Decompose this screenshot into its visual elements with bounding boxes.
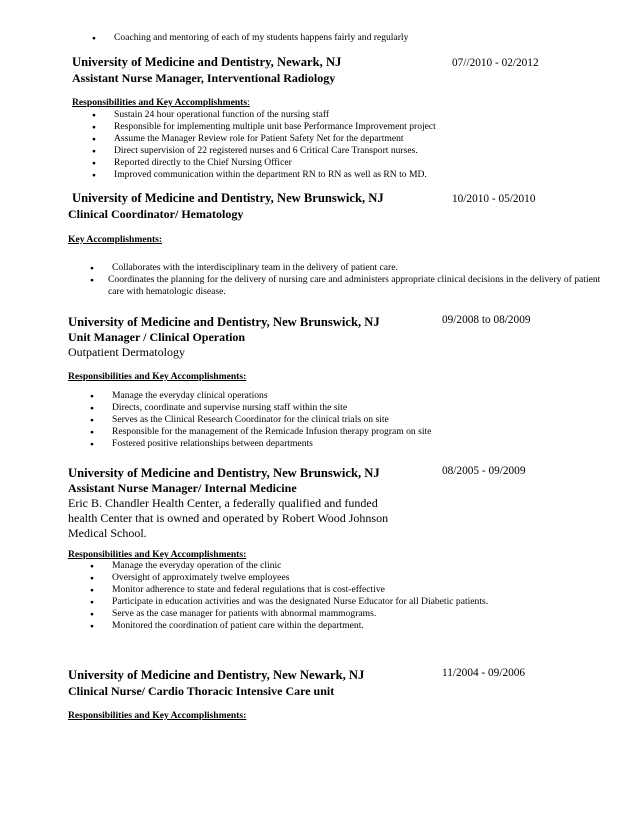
list-item: ● Sustain 24 hour operational function of the nursing staff <box>92 109 436 121</box>
list-item: ● Oversight of approximately twelve employees <box>90 572 488 584</box>
job-subtitle: Outpatient Dermatology <box>68 345 185 359</box>
list-item: ● Coaching and mentoring of each of my students happens fairly and regularly <box>92 32 408 44</box>
list-item: ● Direct supervision of 22 registered nurses and 6 Critical Care Transport nurses. <box>92 145 436 157</box>
list-item: ● Responsible for the management of the Remicade Infusion therapy program on site <box>90 426 431 438</box>
list-item: ● Monitor adherence to state and federal regulations that is cost-effective <box>90 584 488 596</box>
job-org: University of Medicine and Dentistry, New Brunswick, NJ <box>68 315 380 329</box>
job-dates: 09/2008 to 08/2009 <box>442 314 531 326</box>
list-item: ● Serve as the case manager for patients with abnormal mammograms. <box>90 608 488 620</box>
section-heading: Responsibilities and Key Accomplishments: <box>68 549 247 560</box>
job-org: University of Medicine and Dentistry, New Brunswick, NJ <box>68 466 380 480</box>
bullet-list <box>90 560 488 632</box>
job-dates: 10/2010 - 05/2010 <box>452 193 536 205</box>
list-item: ● Collaborates with the interdisciplinary team in the delivery of patient care. <box>90 262 604 274</box>
list-item: ● Responsible for implementing multiple unit base Performance Improvement project <box>92 121 436 133</box>
job-title: Clinical Coordinator/ Hematology <box>68 207 244 221</box>
job-org: University of Medicine and Dentistry, New Brunswick, NJ <box>72 191 384 205</box>
section-heading: Responsibilities and Key Accomplishments: <box>68 710 247 721</box>
list-item: ● Assume the Manager Review role for Patient Safety Net for the department <box>92 133 436 145</box>
list-item: ● Manage the everyday operation of the clinic <box>90 560 488 572</box>
job-title: Clinical Nurse/ Cardio Thoracic Intensive Care unit <box>68 684 335 698</box>
job-description-line: health Center that is owned and operated by Robert Wood Johnson <box>68 511 389 525</box>
list-item: ● Improved communication within the department RN to RN as well as RN to MD. <box>92 169 436 181</box>
job-title: Assistant Nurse Manager, Interventional Radiology <box>72 71 336 85</box>
job-description-line: Eric B. Chandler Health Center, a federally qualified and funded <box>68 496 378 510</box>
section-heading: Key Accomplishments: <box>68 234 163 245</box>
job-org: University of Medicine and Dentistry, Newark, NJ <box>72 55 342 69</box>
list-item: ● Coordinates the planning for the delivery of nursing care and administers appropriate clinical decisions in the delivery of patient care with hematologic disease. <box>90 274 604 298</box>
job-org: University of Medicine and Dentistry, New Newark, NJ <box>68 668 365 682</box>
job-description-line: Medical School. <box>68 526 147 540</box>
section-heading: Responsibilities and Key Accomplishments: <box>68 371 247 382</box>
list-item: ● Directs, coordinate and supervise nursing staff within the site <box>90 402 431 414</box>
list-item: ● Serves as the Clinical Research Coordinator for the clinical trials on site <box>90 414 431 426</box>
section-heading: Responsibilities and Key Accomplishments: <box>72 97 250 108</box>
list-item: ● Manage the everyday clinical operations <box>90 390 431 402</box>
bullet-list <box>90 262 604 298</box>
bullet-list <box>90 390 431 450</box>
job-dates: 11/2004 - 09/2006 <box>442 667 526 679</box>
job-title: Assistant Nurse Manager/ Internal Medicine <box>68 481 297 495</box>
top-bullet-list <box>92 32 408 44</box>
job-dates: 08/2005 - 09/2009 <box>442 465 526 477</box>
bullet-list <box>92 109 436 181</box>
list-item: ● Fostered positive relationships between departments <box>90 438 431 450</box>
list-item: ● Participate in education activities and was the designated Nurse Educator for all Diabetic patients. <box>90 596 488 608</box>
job-title: Unit Manager / Clinical Operation <box>68 330 246 344</box>
list-item: ● Monitored the coordination of patient care within the department. <box>90 620 488 632</box>
job-dates: 07//2010 - 02/2012 <box>452 57 539 69</box>
list-item: ● Reported directly to the Chief Nursing Officer <box>92 157 436 169</box>
